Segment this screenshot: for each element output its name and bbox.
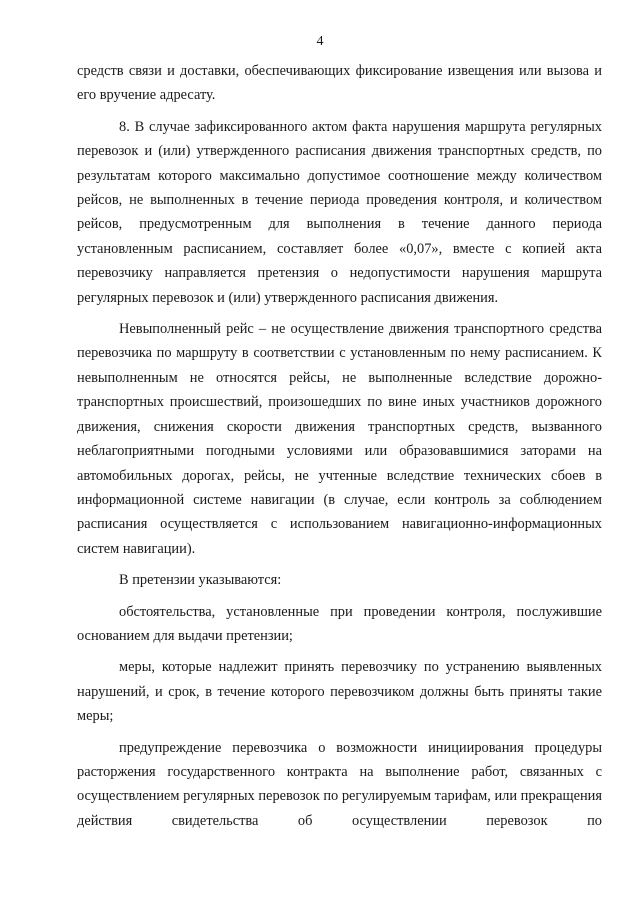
page-number: 4 xyxy=(316,34,324,49)
paragraph-item-8: 8. В случае зафиксированного актом факта нарушения маршрута регулярных перевозок и (или) утвержденного расписания движения транспортных средств, по результатам которого максимально допустимое соотношение между количеством рейсов, не выполненных в течение периода проведения контроля, и количеством рейсов, предусмотренным для выполнения в течение данного периода установленным расписанием, составляет более «0,07», вместе с копией акта перевозчику направляется претензия о недопустимости нарушения маршрута регулярных перевозок и (или) утвержденного расписания движения. xyxy=(77,118,602,306)
paragraph-unfulfilled-trip: Невыполненный рейс – не осуществление движения транспортного средства перевозчика по маршруту в соответствии с установленным по нему расписанием. К невыполненным не относятся рейсы, не выполненные вследствие дорожно-транспортных происшествий, произошедших по вине иных участников дорожного движения, снижения скорости движения транспортных средств, вызванного неблагоприятными погодными условиями или образовавшимися заторами на автомобильных дорогах, рейсы, не учтенные вследствие технических сбоев в информационной системе навигации (в случае, если контроль за соблюдением расписания осуществляется с использованием навигационно-информационных систем навигации). xyxy=(77,321,602,557)
paragraph-measures: меры, которые надлежит принять перевозчику по устранению выявленных нарушений, и срок, в течение которого перевозчиком должны быть приняты такие меры; xyxy=(77,659,602,725)
paragraph-continuation: средств связи и доставки, обеспечивающих фиксирование извещения или вызова и его вручение адресату. xyxy=(77,63,602,104)
document-body xyxy=(77,59,602,833)
paragraph-warning: предупреждение перевозчика о возможности инициирования процедуры расторжения государственного контракта на выполнение работ, связанных с осуществлением регулярных перевозок по регулируемым тарифам, или прекращения действия свидетельства об осуществлении перевозок по xyxy=(77,739,602,829)
paragraph-circumstances: обстоятельства, установленные при проведении контроля, послужившие основанием для выдачи претензии; xyxy=(77,603,602,644)
paragraph-claim-intro: В претензии указываются: xyxy=(119,572,282,589)
